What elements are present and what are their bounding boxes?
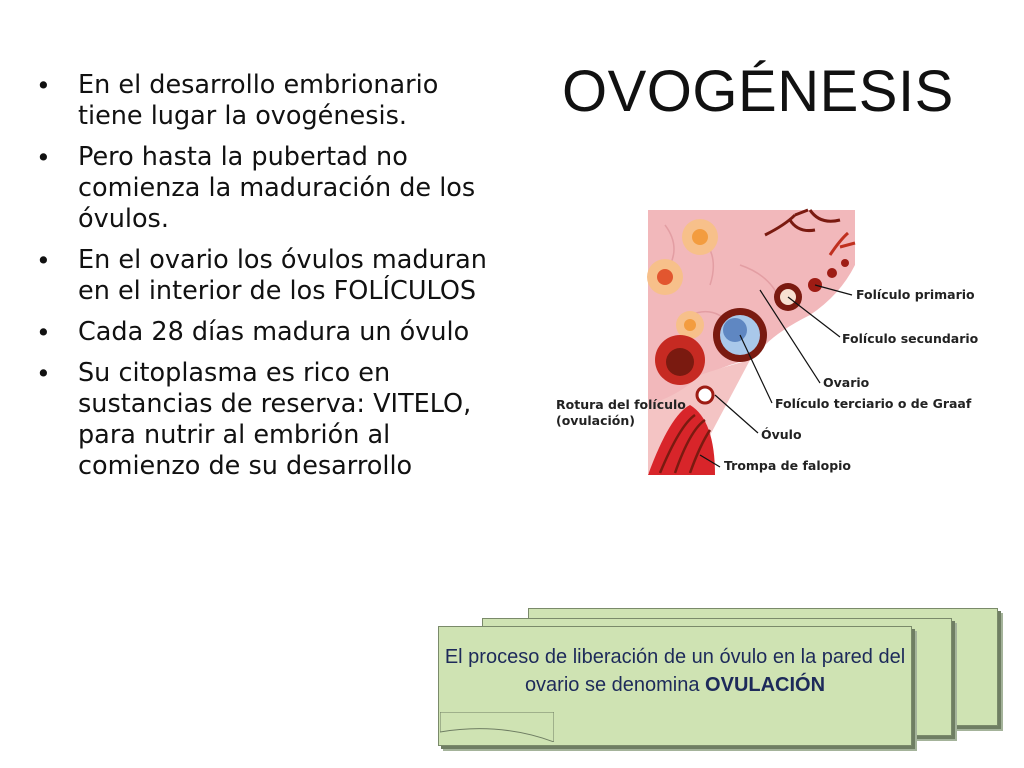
note-text-bold: OVULACIÓN (705, 674, 826, 696)
bullet-icon: • (36, 359, 51, 388)
note-text (439, 643, 911, 699)
label-ovary: Ovario (823, 375, 870, 390)
label-ovulation: (ovulación) (556, 413, 635, 428)
label-primary-follicle: Folículo primario (856, 287, 975, 302)
note-text-prefix: El proceso de liberación de un óvulo en la pared del ovario se denomina (444, 646, 906, 696)
bullet-item (30, 245, 510, 307)
bullet-text: En el ovario los óvulos maduran en el interior de los FOLÍCULOS (78, 245, 487, 306)
label-follicle-rupture: Rotura del folículo (556, 397, 686, 412)
bullet-icon: • (36, 318, 51, 347)
bullet-icon: • (36, 71, 51, 100)
bullet-text: Pero hasta la pubertad no comienza la maduración de los óvulos. (78, 142, 476, 234)
bullet-icon: • (36, 143, 51, 172)
bullet-text: Su citoplasma es rico en sustancias de reserva: VITELO, para nutrir al embrión al comienzo de su desarrollo (78, 358, 472, 481)
slide-title: OVOGÉNESIS (562, 59, 954, 124)
flower-follicle-1 (682, 219, 718, 255)
bullet-item (30, 142, 510, 235)
page-fold-icon (440, 712, 554, 742)
label-fallopian-tube: Trompa de falopio (724, 458, 852, 473)
ovary-diagram (540, 205, 980, 480)
flower-follicle-2 (647, 259, 683, 295)
ovum (697, 387, 713, 403)
bullet-text: Cada 28 días madura un óvulo (78, 317, 470, 347)
flower-follicle-3 (676, 311, 704, 339)
bullet-text: En el desarrollo embrionario tiene lugar la ovogénesis. (78, 70, 439, 131)
bullet-list (30, 70, 510, 492)
bullet-item (30, 358, 510, 482)
ruptured-follicle (655, 335, 705, 385)
bullet-item (30, 317, 510, 348)
label-secondary-follicle: Folículo secundario (842, 331, 979, 346)
bullet-icon: • (36, 246, 51, 275)
label-graaf-follicle: Folículo terciario o de Graaf (775, 396, 972, 411)
bullet-item (30, 70, 510, 132)
label-ovum: Óvulo (761, 427, 802, 442)
